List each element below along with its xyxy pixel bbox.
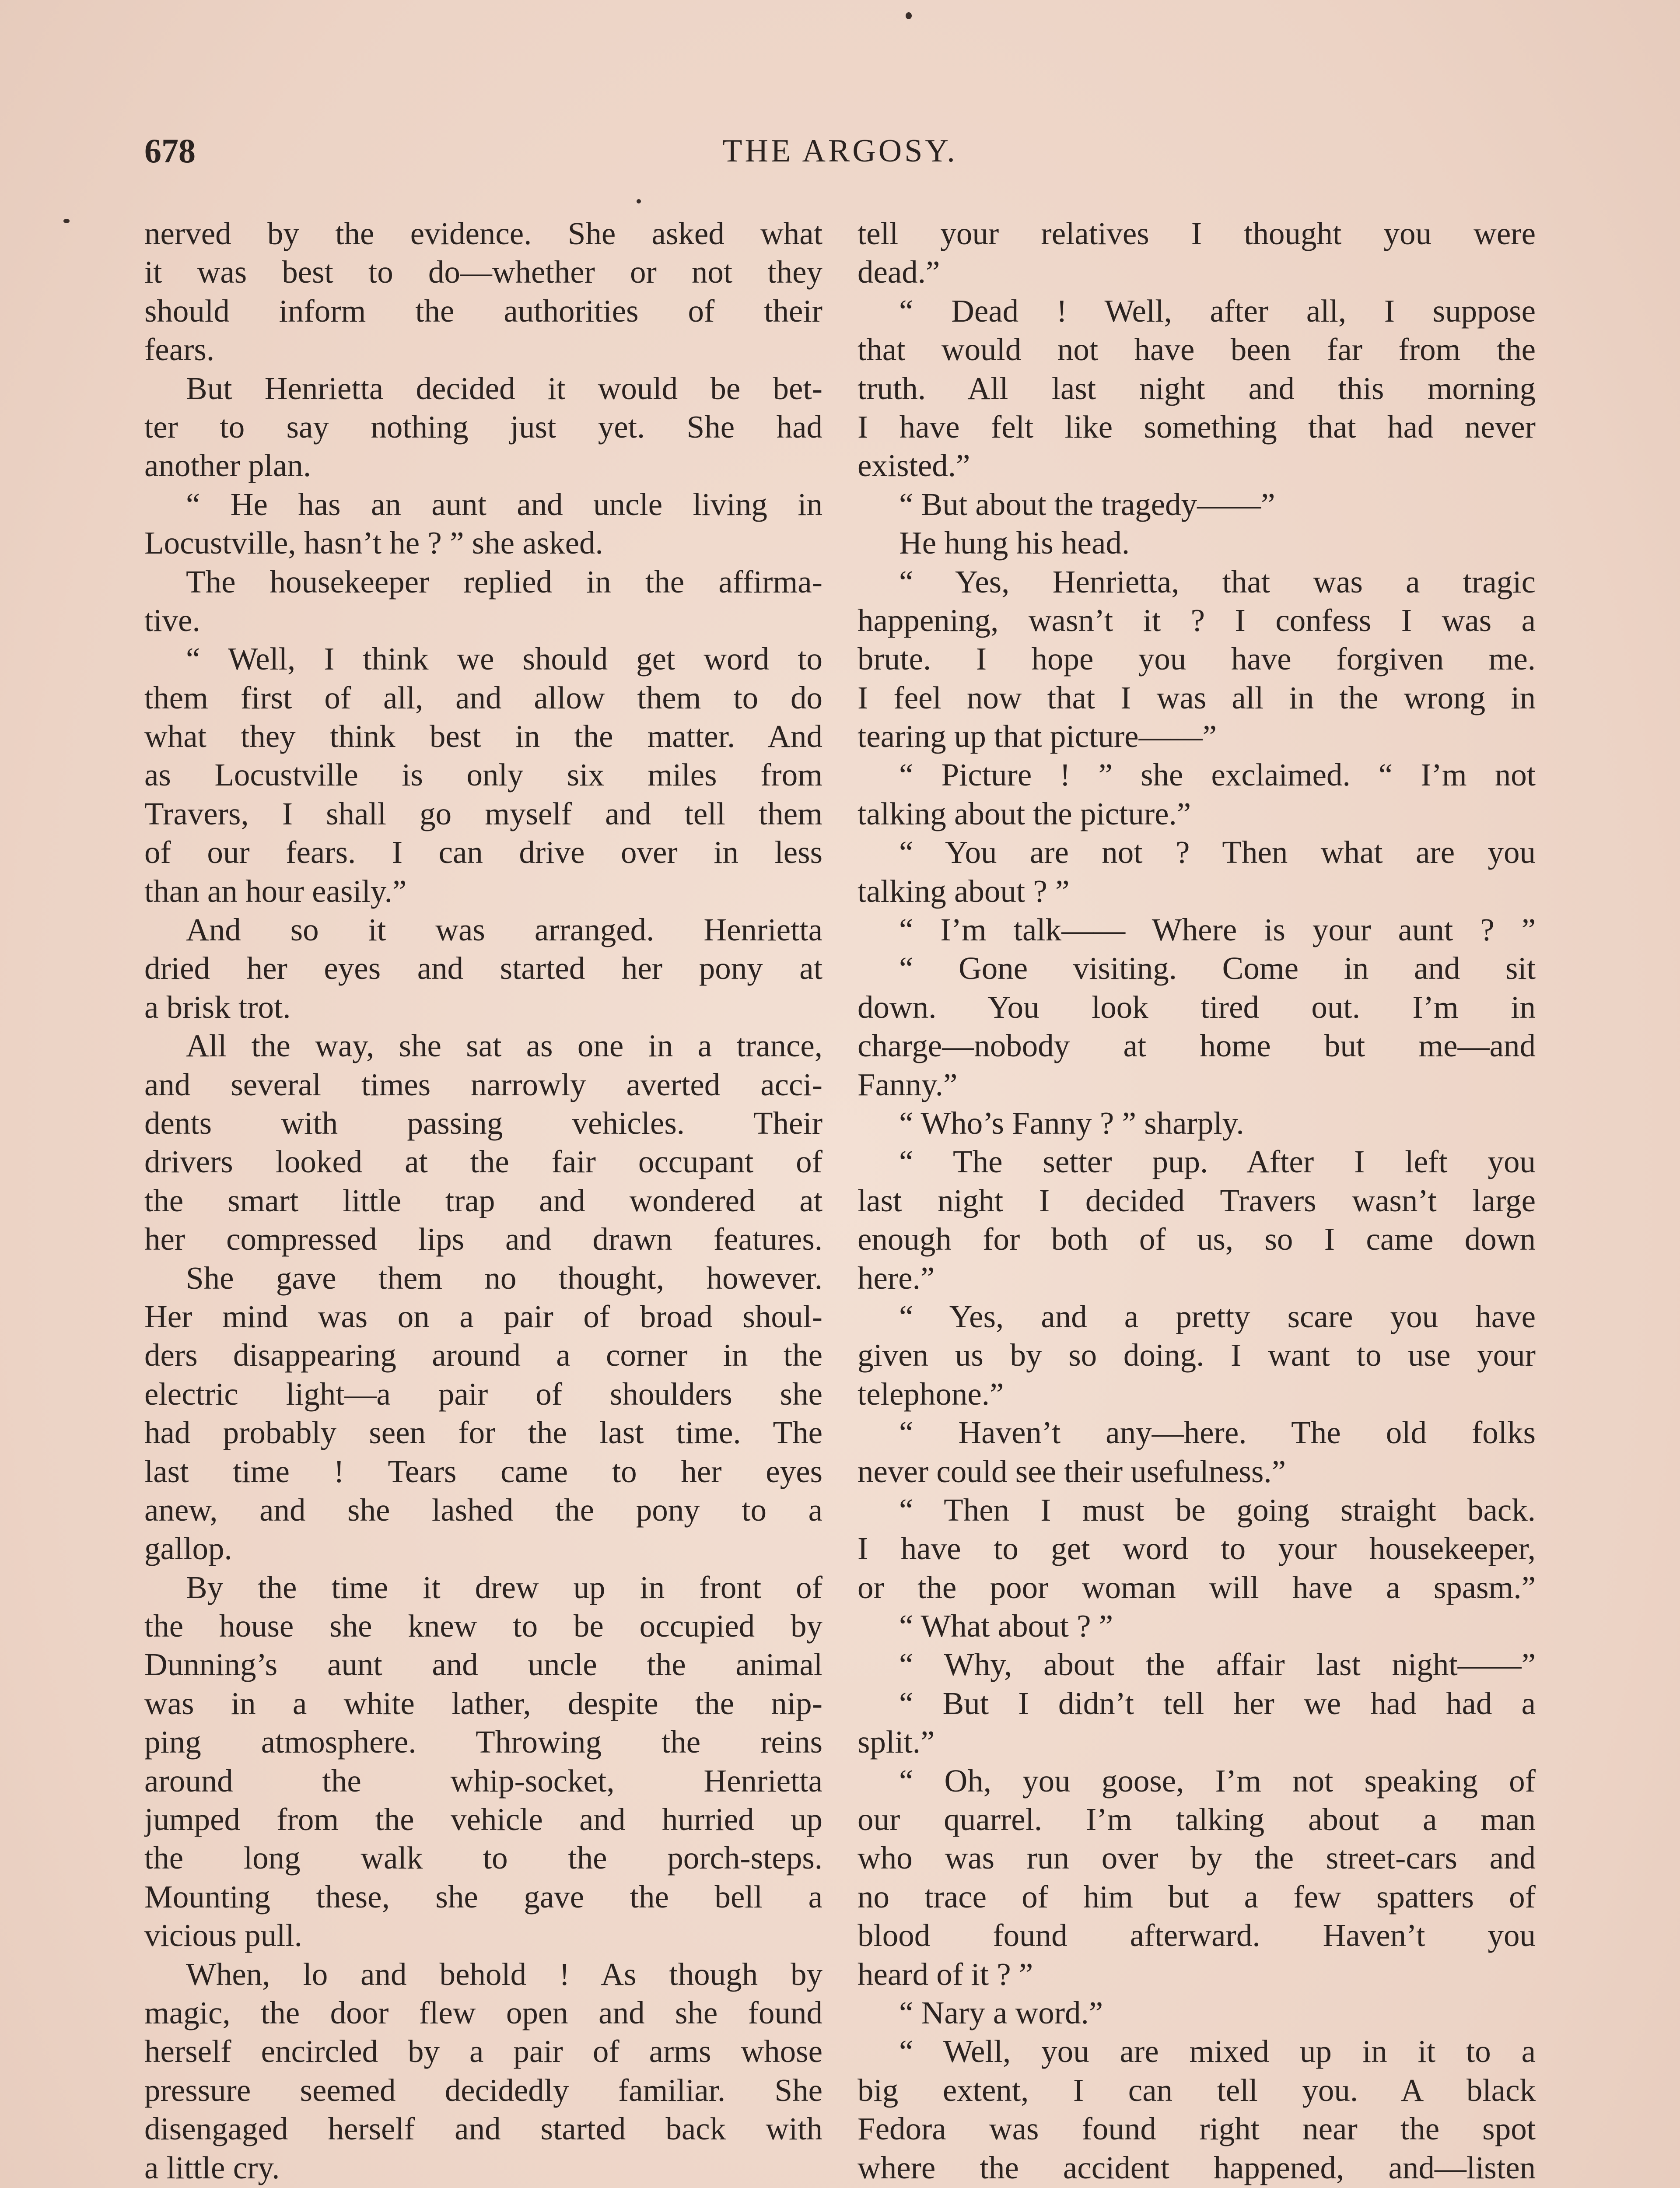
text-line: a little cry. [144, 2149, 280, 2185]
text-line: vicious pull. [144, 1918, 302, 1953]
text-line: them first of all, and allow them to do [144, 680, 822, 715]
text-line: “ Who’s Fanny ? ” sharply. [899, 1105, 1244, 1141]
text-line: existed.” [858, 448, 970, 484]
left-text-column [144, 214, 822, 2188]
text-line: truth. All last night and this morning [858, 370, 1536, 406]
text-line: should inform the authorities of their [144, 293, 822, 329]
text-line: a brisk trot. [144, 989, 291, 1025]
text-line: “ Yes, and a pretty scare you have [899, 1298, 1536, 1334]
text-line: ping atmosphere. Throwing the reins [144, 1724, 822, 1760]
text-line: “ Dead ! Well, after all, I suppose [899, 293, 1536, 329]
text-line: her compressed lips and drawn features. [144, 1221, 822, 1257]
text-line: charge—nobody at home but me—and [858, 1028, 1536, 1064]
text-line: Mounting these, she gave the bell a [144, 1879, 822, 1914]
text-line: here.” [858, 1260, 935, 1296]
text-line: talking about ? ” [858, 873, 1070, 909]
text-line: than an hour easily.” [144, 873, 407, 909]
text-line: last time ! Tears came to her eyes [144, 1453, 822, 1489]
text-line: I feel now that I was all in the wrong in [858, 680, 1536, 715]
text-line: and several times narrowly averted acci- [144, 1066, 822, 1102]
text-line: “ But I didn’t tell her we had had a [899, 1685, 1536, 1721]
right-text-column [858, 214, 1536, 2188]
text-line: Fanny.” [858, 1066, 958, 1102]
text-line: or the poor woman will have a spasm.” [858, 1569, 1536, 1605]
text-line: “ Well, you are mixed up in it to a [899, 2034, 1536, 2069]
text-line: last night I decided Travers wasn’t large [858, 1182, 1536, 1218]
text-line: When, lo and behold ! As though by [186, 1956, 822, 1992]
text-line: of our fears. I can drive over in less [144, 835, 822, 870]
text-line: “ Why, about the affair last night——” [899, 1647, 1536, 1683]
text-line: around the whip-socket, Henrietta [144, 1763, 822, 1799]
text-line: “ Gone visiting. Come in and sit [899, 950, 1536, 986]
paper-speck [63, 219, 70, 223]
paper-speck [906, 12, 912, 19]
text-line: what they think best in the matter. And [144, 719, 822, 754]
text-line: But Henrietta decided it would be bet- [186, 370, 822, 406]
page-number: 678 [144, 132, 196, 170]
text-line: had probably seen for the last time. The [144, 1415, 822, 1451]
text-line: ders disappearing around a corner in the [144, 1337, 822, 1373]
text-line: tearing up that picture——” [858, 719, 1217, 754]
text-line: was in a white lather, despite the nip- [144, 1685, 822, 1721]
text-line: talking about the picture.” [858, 796, 1191, 831]
text-line: anew, and she lashed the pony to a [144, 1492, 822, 1528]
text-line: jumped from the vehicle and hurried up [144, 1802, 822, 1837]
text-line: Travers, I shall go myself and tell them [144, 796, 822, 831]
text-line: down. You look tired out. I’m in [858, 989, 1536, 1025]
text-line: no trace of him but a few spatters of [858, 1879, 1536, 1914]
text-line: another plan. [144, 448, 312, 484]
text-line: disengaged herself and started back with [144, 2111, 822, 2147]
text-line: And so it was arranged. Henrietta [186, 912, 822, 948]
text-line: tell your relatives I thought you were [858, 216, 1536, 251]
text-line: Dunning’s aunt and uncle the animal [144, 1647, 822, 1683]
text-line: “ He has an aunt and uncle living in [186, 486, 822, 522]
text-line: dents with passing vehicles. Their [144, 1105, 822, 1141]
text-line: I have felt like something that had never [858, 409, 1536, 445]
text-line: given us by so doing. I want to use your [858, 1337, 1536, 1373]
text-line: split.” [858, 1724, 935, 1760]
text-line: gallop. [144, 1531, 232, 1567]
text-line: All the way, she sat as one in a trance, [186, 1028, 822, 1064]
page-header [144, 127, 1536, 175]
text-line: ter to say nothing just yet. She had [144, 409, 822, 445]
text-line: heard of it ? ” [858, 1956, 1033, 1992]
text-line: big extent, I can tell you. A black [858, 2072, 1536, 2108]
text-line: I have to get word to your housekeeper, [858, 1531, 1536, 1567]
text-line: “ Yes, Henrietta, that was a tragic [899, 564, 1536, 600]
running-title: THE ARGOSY. [722, 133, 958, 169]
text-line: “ Well, I think we should get word to [186, 641, 822, 677]
text-line: the smart little trap and wondered at [144, 1182, 822, 1218]
text-line: magic, the door flew open and she found [144, 1995, 822, 2030]
text-line: fears. [144, 332, 215, 368]
text-line: the long walk to the porch-steps. [144, 1840, 822, 1876]
text-line: never could see their usefulness.” [858, 1453, 1286, 1489]
text-line: “ What about ? ” [899, 1608, 1113, 1644]
text-line: drivers looked at the fair occupant of [144, 1144, 822, 1180]
text-line: it was best to do—whether or not they [144, 254, 822, 290]
text-line: that would not have been far from the [858, 332, 1536, 368]
text-line: our quarrel. I’m talking about a man [858, 1802, 1536, 1837]
text-line: “ Picture ! ” she exclaimed. “ I’m not [899, 757, 1536, 793]
text-line: as Locustville is only six miles from [144, 757, 822, 793]
text-line: “ But about the tragedy——” [899, 486, 1275, 522]
text-line: “ You are not ? Then what are you [899, 835, 1536, 870]
text-line: pressure seemed decidedly familiar. She [144, 2072, 822, 2108]
text-line: Locustville, hasn’t he ? ” she asked. [144, 525, 603, 561]
text-line: Her mind was on a pair of broad shoul- [144, 1298, 822, 1334]
text-line: blood found afterward. Haven’t you [858, 1918, 1536, 1953]
text-line: Fedora was found right near the spot [858, 2111, 1536, 2147]
text-line: who was run over by the street-cars and [858, 1840, 1536, 1876]
text-line: electric light—a pair of shoulders she [144, 1376, 822, 1412]
text-line: brute. I hope you have forgiven me. [858, 641, 1536, 677]
text-line: “ Oh, you goose, I’m not speaking of [899, 1763, 1536, 1799]
text-line: the house she knew to be occupied by [144, 1608, 822, 1644]
text-line: herself encircled by a pair of arms whose [144, 2034, 822, 2069]
text-line: enough for both of us, so I came down [858, 1221, 1536, 1257]
text-line: “ Nary a word.” [899, 1995, 1103, 2030]
text-line: “ The setter pup. After I left you [899, 1144, 1536, 1180]
text-line: dead.” [858, 254, 940, 290]
paper-speck [637, 199, 641, 203]
text-line: dried her eyes and started her pony at [144, 950, 822, 986]
text-line: “ Then I must be going straight back. [899, 1492, 1536, 1528]
text-line: The housekeeper replied in the affirma- [186, 564, 822, 600]
text-line: By the time it drew up in front of [186, 1569, 822, 1605]
text-line: He hung his head. [899, 525, 1130, 561]
text-line: telephone.” [858, 1376, 1004, 1412]
text-line: tive. [144, 602, 200, 638]
text-line: where the accident happened, and—listen [858, 2149, 1536, 2185]
text-line: happening, wasn’t it ? I confess I was a [858, 602, 1536, 638]
text-line: She gave them no thought, however. [186, 1260, 822, 1296]
text-line: “ I’m talk—— Where is your aunt ? ” [899, 912, 1536, 948]
text-line: “ Haven’t any—here. The old folks [899, 1415, 1536, 1451]
text-line: nerved by the evidence. She asked what [144, 216, 822, 251]
